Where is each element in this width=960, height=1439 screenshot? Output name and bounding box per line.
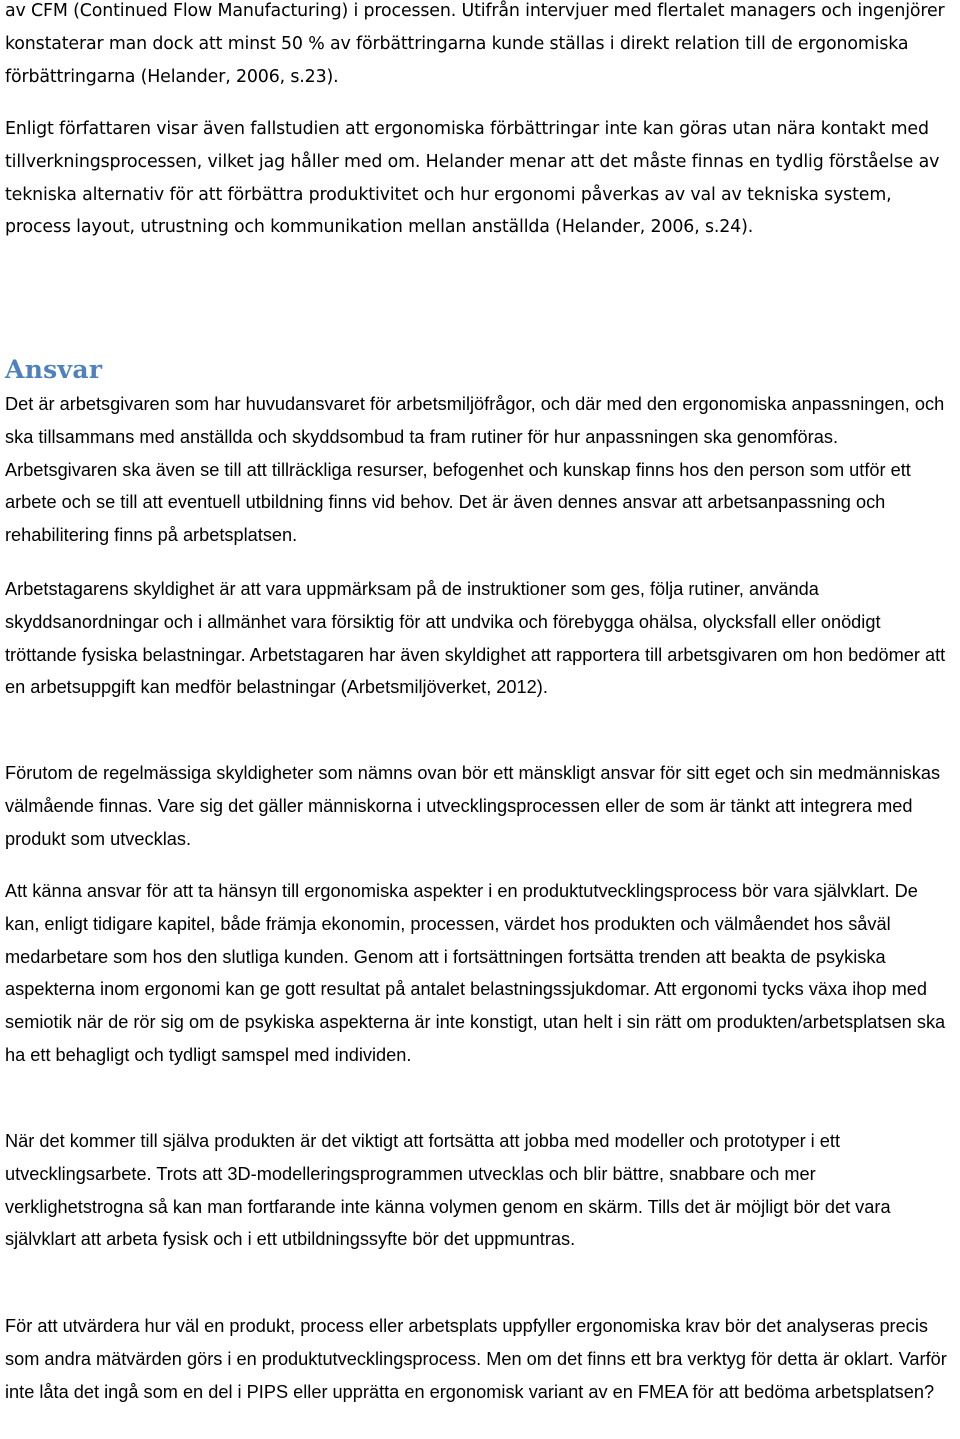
paragraph-ansvar-6: För att utvärdera hur väl en produkt, process eller arbetsplats uppfyller ergonomiska krav bör det analyseras precis som andra mätvärden görs i en produktutvecklingsprocess. Men om det finns ett bra verktyg för detta är oklart. Varför inte låta det ingå som en del i PIPS eller upprätta en ergonomisk variant av en FMEA för att bedöma arbetsplatsen?	[5, 1316, 947, 1402]
paragraph-intro-1: av CFM (Continued Flow Manufacturing) i processen. Utifrån intervjuer med flertalet managers och ingenjörer konstaterar man dock att minst 50 % av förbättringarna kunde ställas i direkt relation till de ergonomiska förbättringarna (Helander, 2006, s.23).	[5, 1, 945, 87]
paragraph-ansvar-5: När det kommer till själva produkten är det viktigt att fortsätta att jobba med modeller och prototyper i ett utvecklingsarbete. Trots att 3D-modelleringsprogrammen utvecklas och blir bättre, snabbare och mer verklighetstrogna så kan man fortfarande inte känna volymen genom en skärm. Tills det är möjligt bör det vara självklart att arbeta fysisk och i ett utbildningssyfte bör det uppmuntras.	[5, 1131, 891, 1250]
section-heading-ansvar: Ansvar	[5, 355, 103, 384]
paragraph-ansvar-4: Att känna ansvar för att ta hänsyn till ergonomiska aspekter i en produktutvecklingsprocess bör vara självklart. De kan, enligt tidigare kapitel, både främja ekonomin, processen, värdet hos produkten och välmåendet hos såväl medarbetare som hos den slutliga kunden. Genom att i fortsättningen fortsätta trenden att beakta de psykiska aspekterna inom ergonomi kan ge gott resultat på antalet belastningssjukdomar. Att ergonomi tycks växa ihop med semiotik när de rör sig om de psykiska aspekterna är inte konstigt, utan helt i sin rätt om produkten/arbetsplatsen ska ha ett behagligt och tydligt samspel med individen.	[5, 881, 946, 1065]
paragraph-ansvar-2: Arbetstagarens skyldighet är att vara uppmärksam på de instruktioner som ges, följa rutiner, använda skyddsanordningar och i allmänhet vara försiktig för att undvika och förebygga ohälsa, olycksfall eller onödigt tröttande fysiska belastningar. Arbetstagaren har även skyldighet att rapportera till arbetsgivaren om hon bedömer att en arbetsuppgift kan medför belastningar (Arbetsmiljöverket, 2012).	[5, 579, 946, 698]
paragraph-ansvar-1: Det är arbetsgivaren som har huvudansvaret för arbetsmiljöfrågor, och där med den ergonomiska anpassningen, och ska tillsammans med anställda och skyddsombud ta fram rutiner för hur anpassningen ska genomföras. Arbetsgivaren ska även se till att tillräckliga resurser, befogenhet och kunskap finns hos den person som utför ett arbete och se till att eventuell utbildning finns vid behov. Det är även dennes ansvar att arbetsanpassning och rehabilitering finns på arbetsplatsen.	[5, 394, 945, 546]
paragraph-intro-2: Enligt författaren visar även fallstudien att ergonomiska förbättringar inte kan göras utan nära kontakt med tillverkningsprocessen, vilket jag håller med om. Helander menar att det måste finnas en tydlig förståelse av tekniska alternativ för att förbättra produktivitet och hur ergonomi påverkas av val av tekniska system, process layout, utrustning och kommunikation mellan anställda (Helander, 2006, s.24).	[5, 119, 940, 238]
paragraph-ansvar-3: Förutom de regelmässiga skyldigheter som nämns ovan bör ett mänskligt ansvar för sitt eget och sin medmänniskas välmående finnas. Vare sig det gäller människorna i utvecklingsprocessen eller de som är tänkt att integrera med produkt som utvecklas.	[5, 763, 941, 849]
